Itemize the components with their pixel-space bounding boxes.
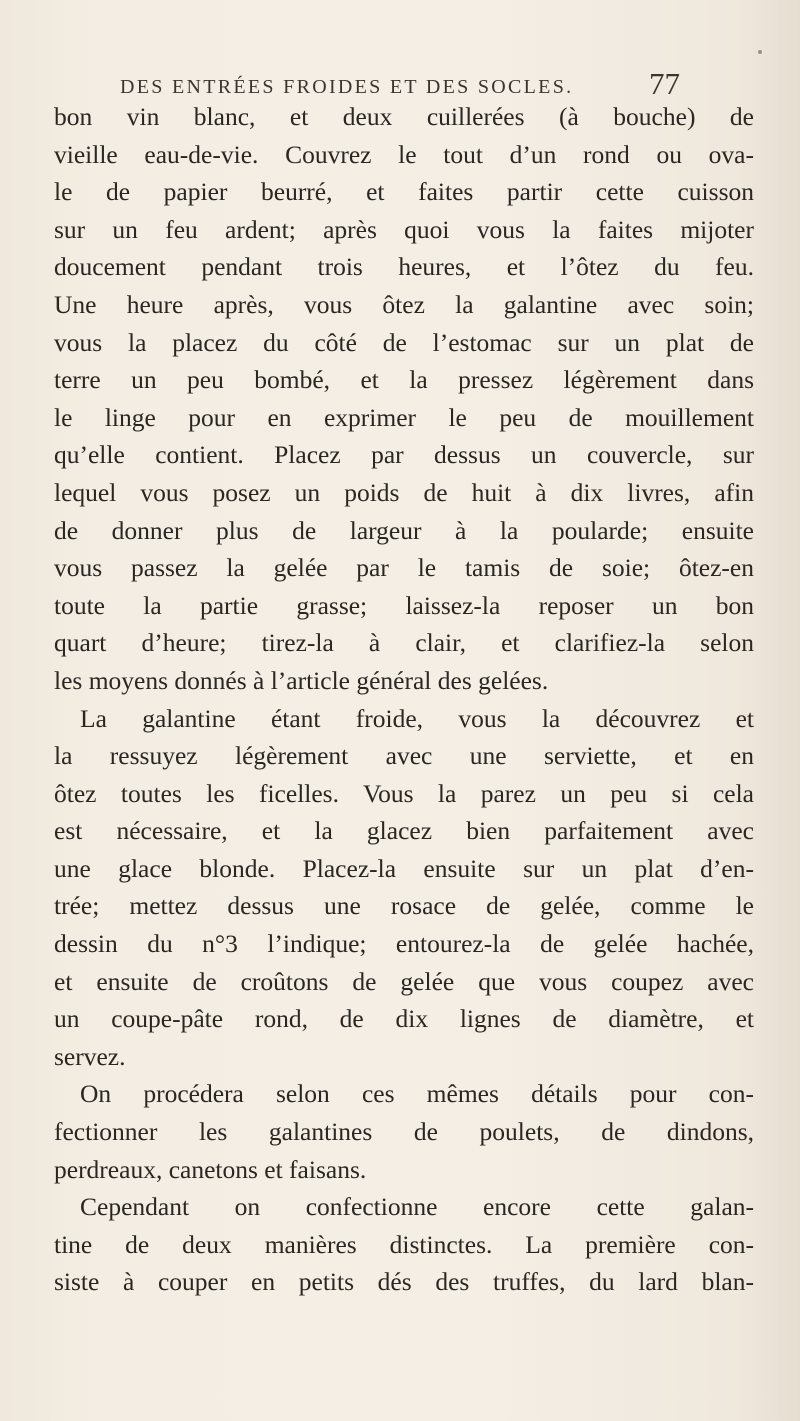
text-line: lequel vous posez un poids de huit à dix livres, afin (54, 477, 754, 507)
text-line: fectionner les galantines de poulets, de dindons, (54, 1117, 754, 1147)
text-line: qu’elle contient. Placez par dessus un couvercle, sur (54, 440, 754, 470)
text-line: toute la partie grasse; laissez-la reposer un bon (54, 590, 754, 620)
text-line: perdreaux, canetons et faisans. (54, 1154, 367, 1184)
running-title: DES ENTRÉES FROIDES ET DES SOCLES. (120, 76, 574, 98)
text-line: terre un peu bombé, et la pressez légèrement dans (54, 365, 754, 395)
body-text (54, 98, 754, 1301)
text-line: la ressuyez légèrement avec une serviette, et en (54, 741, 754, 771)
ink-speck (758, 50, 762, 54)
text-line: et ensuite de croûtons de gelée que vous coupez avec (54, 966, 754, 996)
text-line: tine de deux manières distinctes. La première con- (54, 1229, 754, 1259)
text-line: Une heure après, vous ôtez la galantine avec soin; (54, 289, 754, 319)
text-line: La galantine étant froide, vous la découvrez et (80, 703, 754, 733)
text-line: le linge pour en exprimer le peu de mouillement (54, 402, 754, 432)
text-line: ôtez toutes les ficelles. Vous la parez un peu si cela (54, 778, 754, 808)
text-line: un coupe-pâte rond, de dix lignes de diamètre, et (54, 1004, 754, 1034)
text-line: siste à couper en petits dés des truffes, du lard blan- (54, 1267, 754, 1297)
text-line: est nécessaire, et la glacez bien parfaitement avec (54, 816, 754, 846)
page-header (120, 62, 680, 102)
text-line: les moyens donnés à l’article général des gelées. (54, 665, 549, 695)
text-line: dessin du n°3 l’indique; entourez-la de gelée hachée, (54, 929, 754, 959)
text-line: bon vin blanc, et deux cuillerées (à bouche) de (54, 102, 754, 131)
text-line: sur un feu ardent; après quoi vous la faites mijoter (54, 214, 754, 244)
text-line: On procédera selon ces mêmes détails pour con- (80, 1079, 754, 1109)
text-line: vous passez la gelée par le tamis de soie; ôtez-en (54, 553, 754, 583)
page-number: 77 (649, 66, 680, 101)
text-line: vieille eau-de-vie. Couvrez le tout d’un rond ou ova- (54, 139, 754, 169)
text-line: quart d’heure; tirez-la à clair, et clarifiez-la selon (54, 628, 754, 658)
text-line: le de papier beurré, et faites partir cette cuisson (54, 177, 754, 207)
text-line: trée; mettez dessus une rosace de gelée, comme le (54, 891, 754, 921)
text-line: servez. (54, 1041, 126, 1071)
text-line: vous la placez du côté de l’estomac sur un plat de (54, 327, 754, 357)
text-line: doucement pendant trois heures, et l’ôtez du feu. (54, 252, 754, 282)
text-line: Cependant on confectionne encore cette galan- (80, 1192, 754, 1222)
text-line: une glace blonde. Placez-la ensuite sur un plat d’en- (54, 853, 754, 883)
text-line: de donner plus de largeur à la poularde; ensuite (54, 515, 754, 545)
